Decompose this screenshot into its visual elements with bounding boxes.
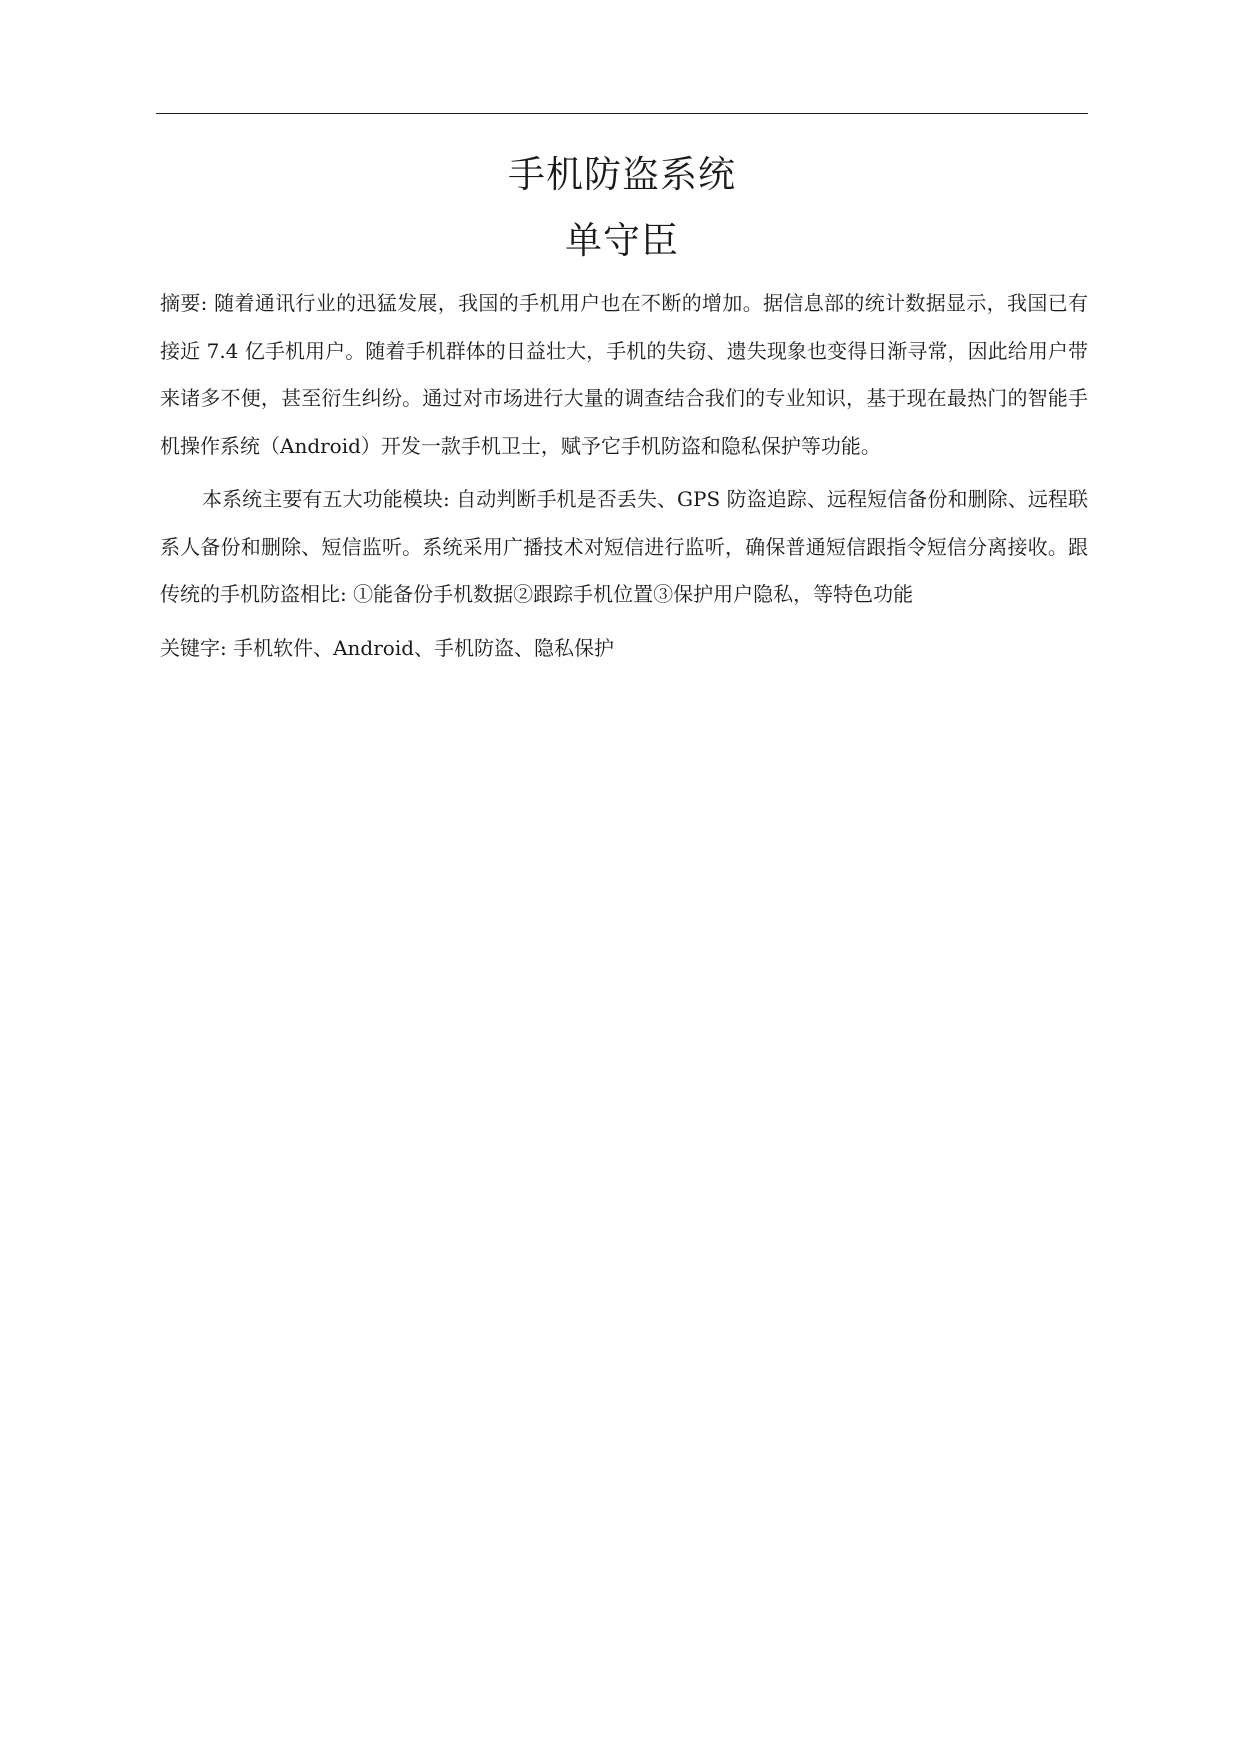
keywords-paragraph (160, 625, 1088, 673)
document-title: 手机防盗系统 (508, 153, 736, 196)
abstract-paragraph (160, 280, 1088, 470)
abstract-text: 随着通讯行业的迅猛发展，我国的手机用户也在不断的增加。据信息部的统计数据显示，我国已有接近 7.4 亿手机用户。随着手机群体的日益壮大，手机的失窃、遗失现象也变得日渐寻常，因此给用户带来诸多不便，甚至衍生纠纷。通过对市场进行大量的调查结合我们的专业知识，基于现在最热门的智能手机操作系统（Android）开发一款手机卫士，赋予它手机防盗和隐私保护等功能。 (160, 291, 1089, 458)
abstract-label: 摘要: (160, 291, 208, 315)
keywords-label: 关键字: (160, 635, 227, 660)
document-author: 单守臣 (565, 219, 679, 262)
body-paragraph: 本系统主要有五大功能模块: 自动判断手机是否丢失、GPS 防盗追踪、远程短信备份和删除、远程联系人备份和删除、短信监听。系统采用广播技术对短信进行监听，确保普通短信跟指令短信分离接收。跟传统的手机防盗相比: ①能备份手机数据②跟踪手机位置③保护用户隐私，等特色功能 (160, 487, 1088, 606)
document-body (160, 280, 1088, 678)
keywords-text: 手机软件、Android、手机防盗、隐私保护 (233, 635, 615, 660)
header-rule (156, 113, 1088, 114)
